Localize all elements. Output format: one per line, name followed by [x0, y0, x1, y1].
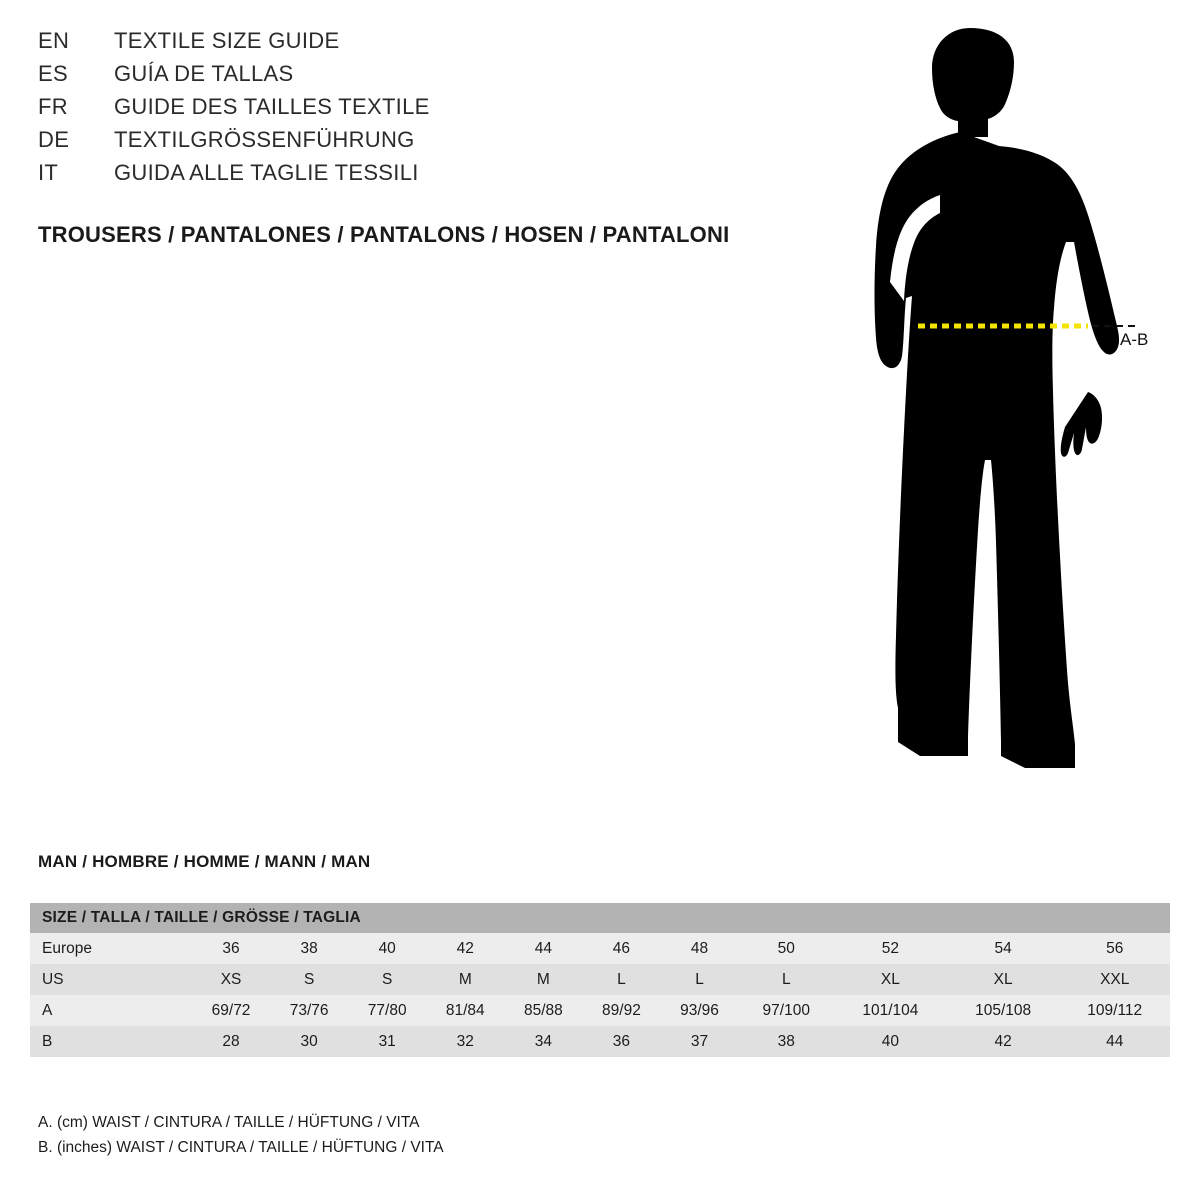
language-code: EN: [38, 28, 70, 53]
table-cell: 50: [739, 933, 834, 964]
table-cell: 42: [426, 933, 504, 964]
table-cell: L: [582, 964, 660, 995]
table-cell: 36: [192, 933, 270, 964]
table-cell: 40: [348, 933, 426, 964]
table-cell: 36: [582, 1026, 660, 1057]
table-cell: 37: [660, 1026, 738, 1057]
figure-illustration: [820, 20, 1190, 810]
table-cell: 81/84: [426, 995, 504, 1026]
table-cell: 89/92: [582, 995, 660, 1026]
language-title: TEXTILGRÖSSENFÜHRUNG: [114, 127, 415, 152]
language-title: GUIDE DES TAILLES TEXTILE: [114, 94, 430, 119]
table-cell: 52: [834, 933, 947, 964]
table-cell: M: [426, 964, 504, 995]
table-section-title: MAN / HOMBRE / HOMME / MANN / MAN: [38, 852, 371, 871]
table-cell: 34: [504, 1026, 582, 1057]
table-cell: 38: [739, 1026, 834, 1057]
row-label: B: [30, 1026, 192, 1057]
table-cell: 40: [834, 1026, 947, 1057]
table-cell: 38: [270, 933, 348, 964]
table-cell: M: [504, 964, 582, 995]
row-label: Europe: [30, 933, 192, 964]
table-cell: 101/104: [834, 995, 947, 1026]
measure-label: A-B: [1120, 330, 1149, 349]
row-label: US: [30, 964, 192, 995]
table-cell: 46: [582, 933, 660, 964]
language-row: [38, 127, 798, 160]
size-table: [30, 903, 1170, 1057]
table-cell: 73/76: [270, 995, 348, 1026]
language-code: FR: [38, 94, 68, 119]
table-row: [30, 964, 1170, 995]
language-row: [38, 61, 798, 94]
language-title: TEXTILE SIZE GUIDE: [114, 28, 340, 53]
man-silhouette-icon: [820, 20, 1190, 810]
table-cell: 93/96: [660, 995, 738, 1026]
table-row: [30, 995, 1170, 1026]
table-cell: XXL: [1059, 964, 1170, 995]
table-cell: XL: [947, 964, 1060, 995]
footnote-b: B. (inches) WAIST / CINTURA / TAILLE / HÜFTUNG / VITA: [38, 1139, 444, 1156]
language-title: GUIDA ALLE TAGLIE TESSILI: [114, 160, 419, 185]
table-cell: 32: [426, 1026, 504, 1057]
table-cell: S: [270, 964, 348, 995]
table-cell: 109/112: [1059, 995, 1170, 1026]
table-cell: XL: [834, 964, 947, 995]
language-code: DE: [38, 127, 70, 152]
language-row: [38, 160, 798, 193]
table-cell: 28: [192, 1026, 270, 1057]
table-row: [30, 1026, 1170, 1057]
language-code: IT: [38, 160, 59, 185]
table-cell: 97/100: [739, 995, 834, 1026]
language-list: [38, 28, 798, 193]
table-cell: L: [660, 964, 738, 995]
table-cell: L: [739, 964, 834, 995]
table-cell: 44: [1059, 1026, 1170, 1057]
table-cell: 44: [504, 933, 582, 964]
table-cell: 54: [947, 933, 1060, 964]
table-cell: 69/72: [192, 995, 270, 1026]
table-cell: 31: [348, 1026, 426, 1057]
footnotes: [38, 1110, 444, 1160]
table-cell: 56: [1059, 933, 1170, 964]
table-cell: 85/88: [504, 995, 582, 1026]
table-cell: 105/108: [947, 995, 1060, 1026]
table-row: [30, 933, 1170, 964]
table-cell: 77/80: [348, 995, 426, 1026]
table-cell: S: [348, 964, 426, 995]
table-cell: XS: [192, 964, 270, 995]
table-cell: 30: [270, 1026, 348, 1057]
table-header-row: [30, 903, 1170, 933]
language-row: [38, 28, 798, 61]
garment-type-line: TROUSERS / PANTALONES / PANTALONS / HOSEN / PANTALONI: [38, 222, 730, 247]
table-header-label: SIZE / TALLA / TAILLE / GRÖSSE / TAGLIA: [30, 903, 1170, 933]
table-cell: 42: [947, 1026, 1060, 1057]
language-title: GUÍA DE TALLAS: [114, 61, 294, 86]
language-row: [38, 94, 798, 127]
table-cell: 48: [660, 933, 738, 964]
language-code: ES: [38, 61, 68, 86]
row-label: A: [30, 995, 192, 1026]
footnote-a: A. (cm) WAIST / CINTURA / TAILLE / HÜFTUNG / VITA: [38, 1114, 420, 1131]
